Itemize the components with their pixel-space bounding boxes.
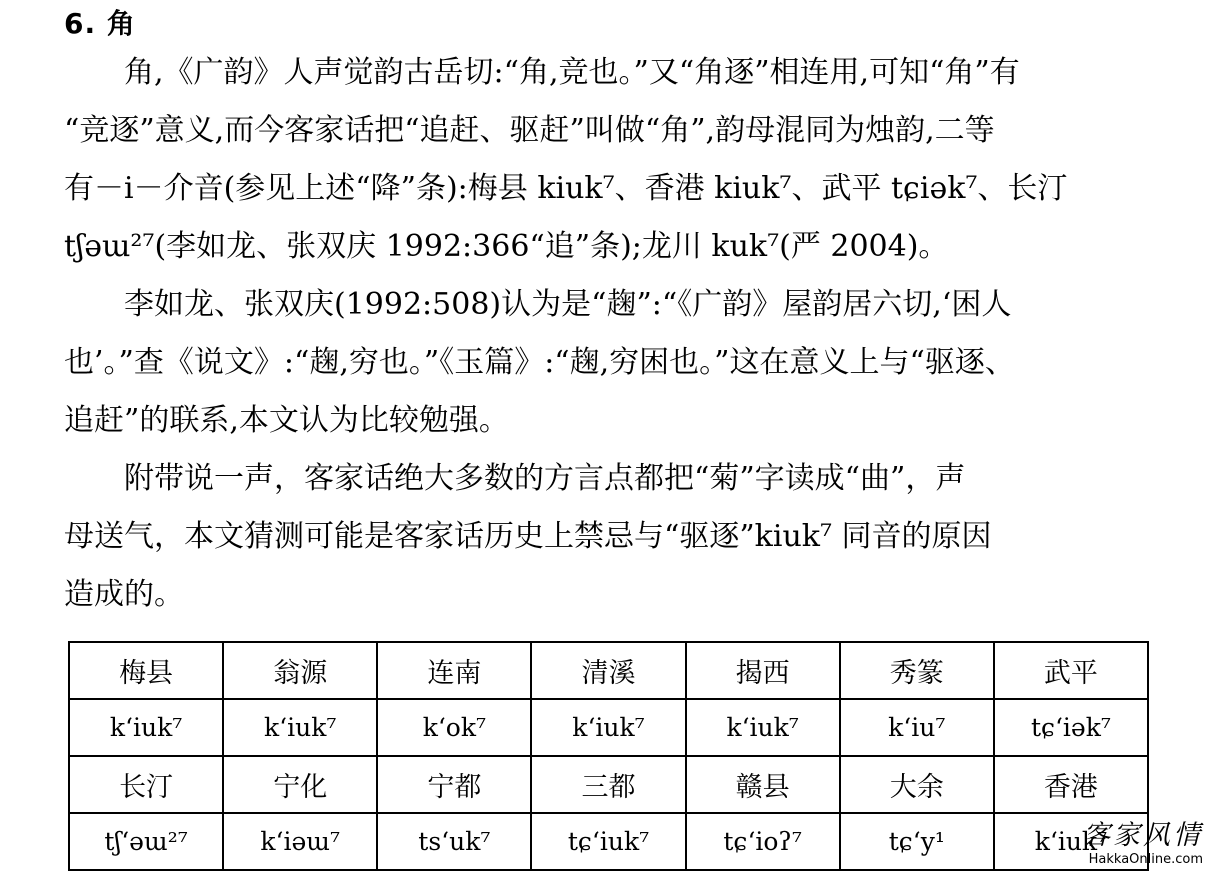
dialect-name-cell: 三都 bbox=[531, 756, 685, 813]
paragraph-line: 附带说一声，客家话绝大多数的方言点都把“菊”字读成“曲”，声 bbox=[64, 461, 966, 496]
pronunciation-cell: ts‘uk⁷ bbox=[377, 813, 531, 870]
dialect-name-cell: 大余 bbox=[840, 756, 994, 813]
paragraph-line: 角,《广韵》人声觉韵古岳切:“角,竞也。”又“角逐”相连用,可知“角”有 bbox=[64, 55, 1020, 90]
dialect-name-cell: 揭西 bbox=[686, 642, 840, 699]
table-row bbox=[69, 756, 1148, 813]
site-watermark bbox=[1083, 813, 1203, 867]
pronunciation-cell: tɕ‘iuk⁷ bbox=[531, 813, 685, 870]
pronunciation-cell: tɕ‘y¹ bbox=[840, 813, 994, 870]
dialect-name-cell: 翁源 bbox=[223, 642, 377, 699]
paragraph-line: 也’。”查《说文》:“趜,穷也。”《玉篇》:“趜,穷困也。”这在意义上与“驱逐、 bbox=[64, 345, 1015, 380]
dialect-name-cell: 香港 bbox=[994, 756, 1148, 813]
dialect-name-cell: 宁都 bbox=[377, 756, 531, 813]
pronunciation-cell: k‘iuk⁷ bbox=[686, 699, 840, 756]
paragraph-line: 造成的。 bbox=[64, 577, 184, 612]
paragraph-2 bbox=[64, 276, 1144, 450]
dialect-name-cell: 宁化 bbox=[223, 756, 377, 813]
pronunciation-cell: k‘iuk⁷ bbox=[994, 813, 1148, 870]
dialect-name-cell: 秀篆 bbox=[840, 642, 994, 699]
pronunciation-cell: k‘iu⁷ bbox=[840, 699, 994, 756]
table-row bbox=[69, 642, 1148, 699]
paragraph-line: tʃəɯ²⁷(李如龙、张双庆 1992:366“追”条);龙川 kuk⁷(严 2004)。 bbox=[64, 229, 949, 264]
pronunciation-cell: k‘iuk⁷ bbox=[223, 699, 377, 756]
dialect-name-cell: 赣县 bbox=[686, 756, 840, 813]
pronunciation-cell: k‘iuk⁷ bbox=[531, 699, 685, 756]
dialect-name-cell: 长汀 bbox=[69, 756, 223, 813]
pronunciation-cell: tɕ‘iək⁷ bbox=[994, 699, 1148, 756]
watermark-site: HakkaOnline.com bbox=[1088, 852, 1203, 867]
section-heading: 6. 角 bbox=[64, 7, 136, 40]
table-row bbox=[69, 699, 1148, 756]
dialect-name-cell: 梅县 bbox=[69, 642, 223, 699]
pronunciation-cell: k‘ok⁷ bbox=[377, 699, 531, 756]
paragraph-line: 母送气，本文猜测可能是客家话历史上禁忌与“驱逐”kiuk⁷ 同音的原因 bbox=[64, 519, 992, 554]
paragraph-1 bbox=[64, 44, 1144, 276]
dialect-name-cell: 连南 bbox=[377, 642, 531, 699]
paragraph-3 bbox=[64, 450, 1144, 624]
pronunciation-cell: tʃ‘əɯ²⁷ bbox=[69, 813, 223, 870]
pronunciation-cell: tɕ‘ioʔ⁷ bbox=[686, 813, 840, 870]
watermark-chinese: 客家风情 bbox=[1083, 820, 1203, 851]
paragraph-line: “竞逐”意义,而今客家话把“追赶、驱赶”叫做“角”,韵母混同为烛韵,二等 bbox=[64, 113, 995, 148]
table-row bbox=[69, 813, 1148, 870]
paragraph-line: 李如龙、张双庆(1992:508)认为是“趜”:“《广韵》屋韵居六切,‘困人 bbox=[64, 287, 1012, 322]
paragraph-line: 有－i－介音(参见上述“降”条):梅县 kiuk⁷、香港 kiuk⁷、武平 tɕiək⁷、长汀 bbox=[64, 171, 1068, 206]
dialect-name-cell: 武平 bbox=[994, 642, 1148, 699]
pronunciation-cell: k‘iuk⁷ bbox=[69, 699, 223, 756]
pronunciation-cell: k‘iəɯ⁷ bbox=[223, 813, 377, 870]
dialect-name-cell: 清溪 bbox=[531, 642, 685, 699]
paragraph-line: 追赶”的联系,本文认为比较勉强。 bbox=[64, 403, 509, 438]
dialect-pronunciation-table bbox=[68, 641, 1149, 871]
